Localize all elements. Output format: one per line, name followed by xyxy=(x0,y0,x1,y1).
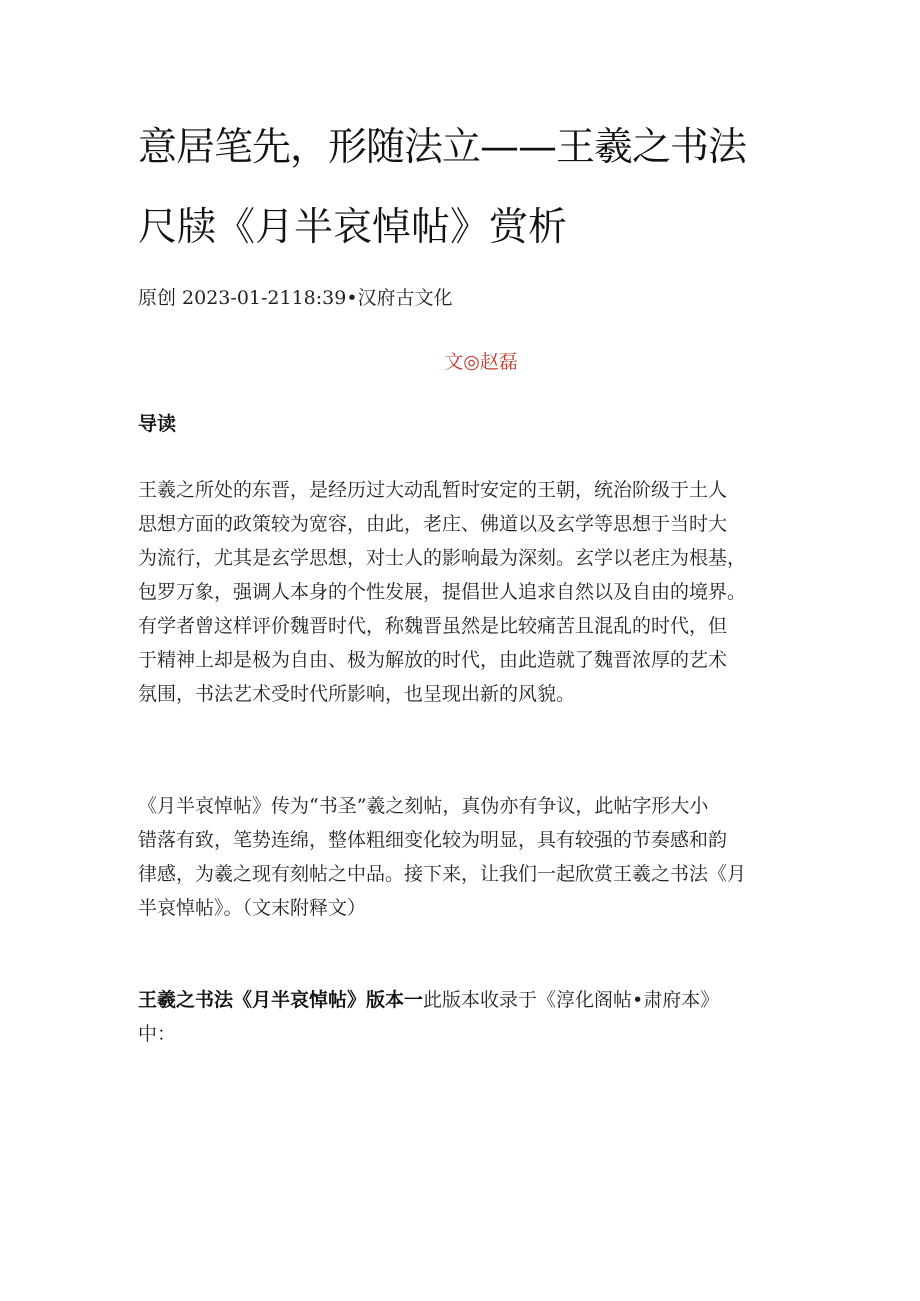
paragraph-line: 半哀悼帖》。（文末附释文） xyxy=(138,897,367,919)
version-source-text: 此版本收录于《淳化阁帖•肃府本》 xyxy=(423,989,720,1011)
article-title-line-1: 意居笔先，形随法立——王羲之书法 xyxy=(138,125,747,170)
description-paragraph xyxy=(138,789,788,925)
paragraph-line: 《月半哀悼帖》传为“书圣”羲之刻帖，真伪亦有争议，此帖字形大小 xyxy=(138,795,709,817)
paragraph-line: 有学者曾这样评价魏晋时代，称魏晋虽然是比较痛苦且混乱的时代，但 xyxy=(138,615,728,637)
paragraph-line: 王羲之所处的东晋，是经历过大动乱暂时安定的王朝，统治阶级于土人 xyxy=(138,479,728,501)
paragraph-line: 包罗万象，强调人本身的个性发展，提倡世人追求自然以及自由的境界。 xyxy=(138,581,747,603)
article-meta: 原创 2023-01-2118:39•汉府古文化 xyxy=(138,287,453,309)
paragraph-line: 错落有致，笔势连绵，整体粗细变化较为明显，具有较强的节奏感和韵 xyxy=(138,829,728,851)
paragraph-line: 中： xyxy=(138,1023,177,1045)
paragraph-line: 律感，为羲之现有刻帖之中品。接下来，让我们一起欣赏王羲之书法《月 xyxy=(138,863,747,885)
paragraph-line: 于精神上却是极为自由、极为解放的时代，由此造就了魏晋浓厚的艺术 xyxy=(138,649,728,671)
version-paragraph xyxy=(138,983,788,1051)
paragraph-line xyxy=(138,983,788,1017)
paragraph-line: 为流行，尤其是玄学思想，对士人的影响最为深刻。玄学以老庄为根基， xyxy=(138,547,747,569)
intro-paragraph xyxy=(138,473,788,711)
section-heading-intro: 导读 xyxy=(138,413,177,435)
author-byline: 文◎赵磊 xyxy=(444,351,518,373)
article-title-line-2: 尺牍《月半哀悼帖》赏析 xyxy=(138,205,568,250)
paragraph-line: 思想方面的政策较为宽容，由此，老庄、佛道以及玄学等思想于当时大 xyxy=(138,513,728,535)
version-heading: 王羲之书法《月半哀悼帖》版本一 xyxy=(138,989,424,1011)
paragraph-line: 氛围，书法艺术受时代所影响，也呈现出新的风貌。 xyxy=(138,683,576,705)
